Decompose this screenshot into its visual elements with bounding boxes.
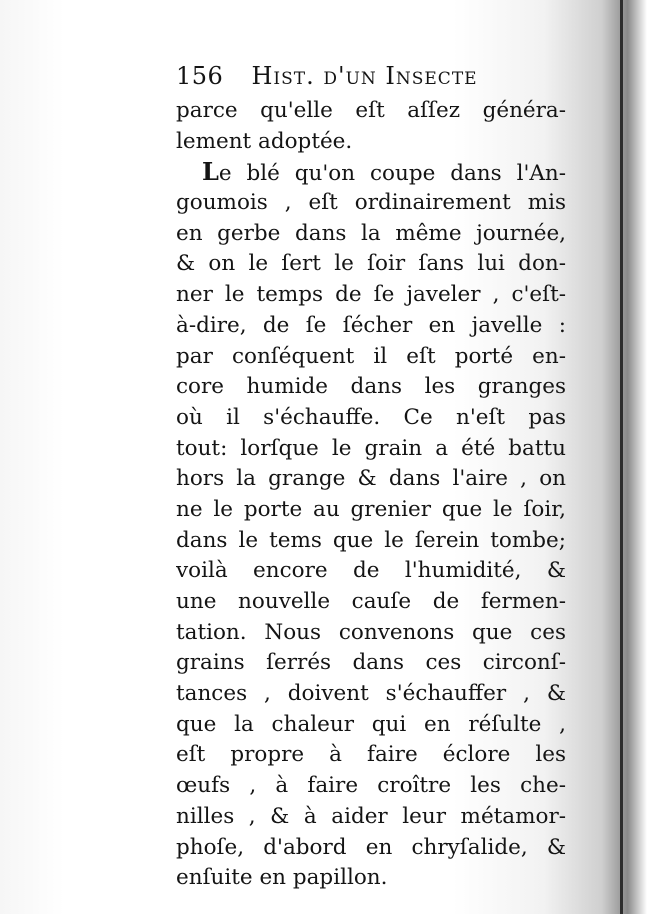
text-line: tances , doivent s'échauffer , & (176, 681, 566, 707)
text-line: une nouvelle cauſe de fermen- (176, 589, 566, 614)
text-line: œufs , à faire croître les che- (176, 773, 566, 799)
text-line: que la chaleur qui en réſulte , (176, 711, 566, 737)
running-header (176, 62, 566, 96)
text-line: goumois , eſt ordinairement mis (176, 190, 566, 216)
text-line: ne le porte au grenier que le ſoir, (176, 496, 566, 522)
text-line: core humide dans les granges (176, 374, 566, 400)
page-number: 156 (176, 62, 224, 90)
text-line: en gerbe dans la même journée, (176, 220, 566, 246)
text-line: voilà encore de l'humidité, & (176, 558, 566, 584)
text-line: & on le ſert le ſoir ſans lui don- (176, 251, 566, 277)
text-line: lement adoptée. (176, 128, 353, 154)
page-edge-shadow (620, 0, 623, 914)
text-line: enſuite en papillon. (176, 865, 388, 891)
text-line: parce qu'elle eſt aſſez généra- (176, 98, 566, 123)
text-line: par conſéquent il eſt porté en- (176, 343, 566, 369)
text-line: dans le tems que le ſerein tombe; (176, 527, 566, 553)
running-title: Hist. d'un Insecte (251, 62, 478, 90)
paragraph-first-line (176, 157, 566, 188)
text-line-rest: e blé qu'on coupe dans l'An- (218, 161, 566, 187)
text-line: eſt propre à faire éclore les (176, 742, 566, 768)
text-line: hors la grange & dans l'aire , on (176, 466, 566, 492)
text-line: ner le temps de ſe javeler , c'eſt- (176, 282, 566, 308)
text-line: nilles , & à aider leur métamor- (176, 803, 566, 829)
text-line: phoſe, d'abord en chryſalide, & (176, 834, 566, 860)
text-line: grains ſerrés dans ces circonſ- (176, 650, 566, 676)
text-line: où il s'échauffe. Ce n'eſt pas (176, 404, 566, 430)
initial-letter: L (202, 157, 219, 187)
text-line: tation. Nous convenons que ces (176, 619, 566, 645)
text-block (176, 62, 566, 894)
text-line: à-dire, de ſe ſécher en javelle : (176, 312, 566, 338)
text-line: tout: lorſque le grain a été battu (176, 435, 566, 461)
